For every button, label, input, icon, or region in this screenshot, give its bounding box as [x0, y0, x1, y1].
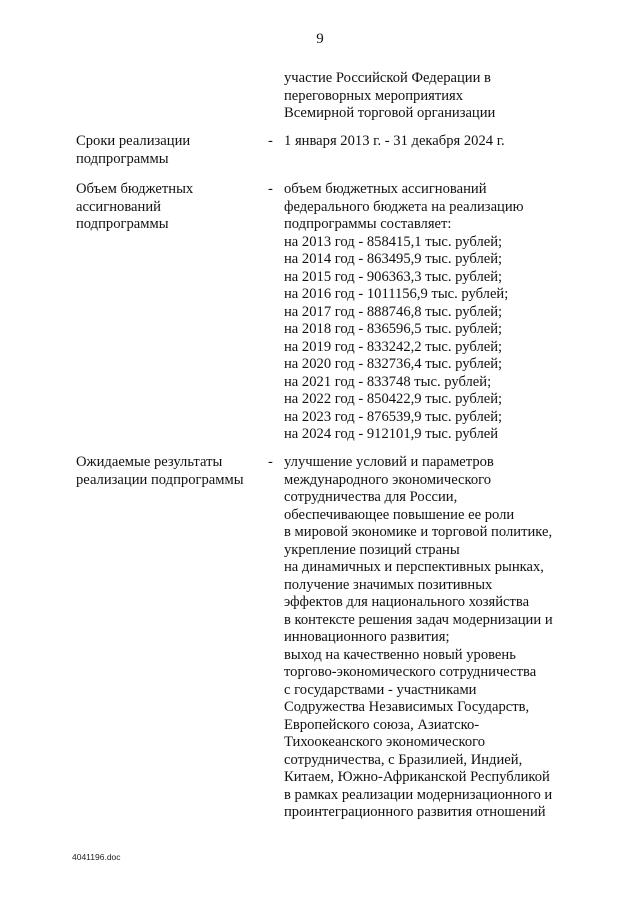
intro-line: Всемирной торговой организации [284, 105, 496, 121]
row-label-results [76, 454, 244, 489]
label-line: подпрограммы [76, 216, 169, 232]
row-label-timeline [76, 133, 190, 168]
value-line: Европейского союза, Азиатско- [284, 716, 480, 733]
row-label-budget [76, 181, 193, 234]
value-line: сотрудничества для России, [284, 489, 458, 505]
budget-year-line: на 2022 год - 850422,9 тыс. рублей; [284, 391, 503, 407]
value-line: в контексте решения задач модернизации и [284, 611, 553, 628]
value-line: международного экономического [284, 471, 492, 488]
value-line: улучшение условий и параметров [284, 454, 494, 470]
value-line: Содружества Независимых Государств, [284, 699, 530, 715]
row-dash: - [268, 454, 273, 470]
value-line: сотрудничества, с Бразилией, Индией, [284, 751, 523, 768]
label-line: Ожидаемые результаты [76, 454, 223, 470]
value-line: в рамках реализации модернизационного и [284, 786, 553, 803]
intro-line: участие Российской Федерации в [284, 70, 491, 86]
budget-year-line: на 2021 год - 833748 тыс. рублей; [284, 373, 492, 390]
document-filename: 4041196.doc [72, 852, 121, 862]
value-line: торгово-экономического сотрудничества [284, 664, 537, 680]
budget-year-line: на 2013 год - 858415,1 тыс. рублей; [284, 233, 503, 250]
value-line: федерального бюджета на реализацию [284, 198, 524, 215]
value-line: Китаем, Южно-Африканской Республикой [284, 769, 550, 785]
label-line: реализации подпрограммы [76, 471, 244, 488]
budget-year-line: на 2019 год - 833242,2 тыс. рублей; [284, 338, 503, 355]
label-line: Объем бюджетных [76, 181, 194, 197]
value-line: эффектов для национального хозяйства [284, 594, 530, 610]
value-line: обеспечивающее повышение ее роли [284, 506, 515, 523]
budget-year-line: на 2018 год - 836596,5 тыс. рублей; [284, 321, 503, 337]
label-line: Сроки реализации [76, 133, 191, 149]
budget-year-line: на 2023 год - 876539,9 тыс. рублей; [284, 408, 503, 425]
budget-year-line: на 2017 год - 888746,8 тыс. рублей; [284, 303, 503, 320]
value-line: выход на качественно новый уровень [284, 646, 516, 663]
intro-text [284, 70, 495, 123]
value-line: проинтеграционного развития отношений [284, 804, 546, 820]
value-line: 1 января 2013 г. - 31 декабря 2024 г. [284, 133, 505, 149]
row-value-timeline [284, 133, 505, 151]
value-line: подпрограммы составляет: [284, 216, 452, 232]
row-dash: - [268, 181, 273, 197]
budget-year-line: на 2016 год - 1011156,9 тыс. рублей; [284, 286, 509, 302]
row-value-budget [284, 181, 524, 444]
value-line: инновационного развития; [284, 629, 450, 645]
budget-year-line: на 2014 год - 863495,9 тыс. рублей; [284, 251, 503, 267]
budget-year-line: на 2024 год - 912101,9 тыс. рублей [284, 426, 499, 442]
value-line: укрепление позиций страны [284, 541, 460, 558]
value-line: на динамичных и перспективных рынках, [284, 559, 544, 575]
budget-year-line: на 2015 год - 906363,3 тыс. рублей; [284, 268, 503, 285]
intro-line: переговорных мероприятиях [284, 87, 464, 104]
value-line: получение значимых позитивных [284, 576, 493, 593]
value-line: объем бюджетных ассигнований [284, 181, 487, 197]
label-line: ассигнований [76, 198, 161, 215]
label-line: подпрограммы [76, 150, 169, 167]
value-line: в мировой экономике и торговой политике, [284, 524, 553, 540]
value-line: Тихоокеанского экономического [284, 734, 486, 750]
row-value-results [284, 454, 553, 822]
page-number: 9 [316, 31, 324, 47]
value-line: с государствами - участниками [284, 681, 477, 698]
row-dash: - [268, 133, 273, 149]
budget-year-line: на 2020 год - 832736,4 тыс. рублей; [284, 356, 503, 372]
